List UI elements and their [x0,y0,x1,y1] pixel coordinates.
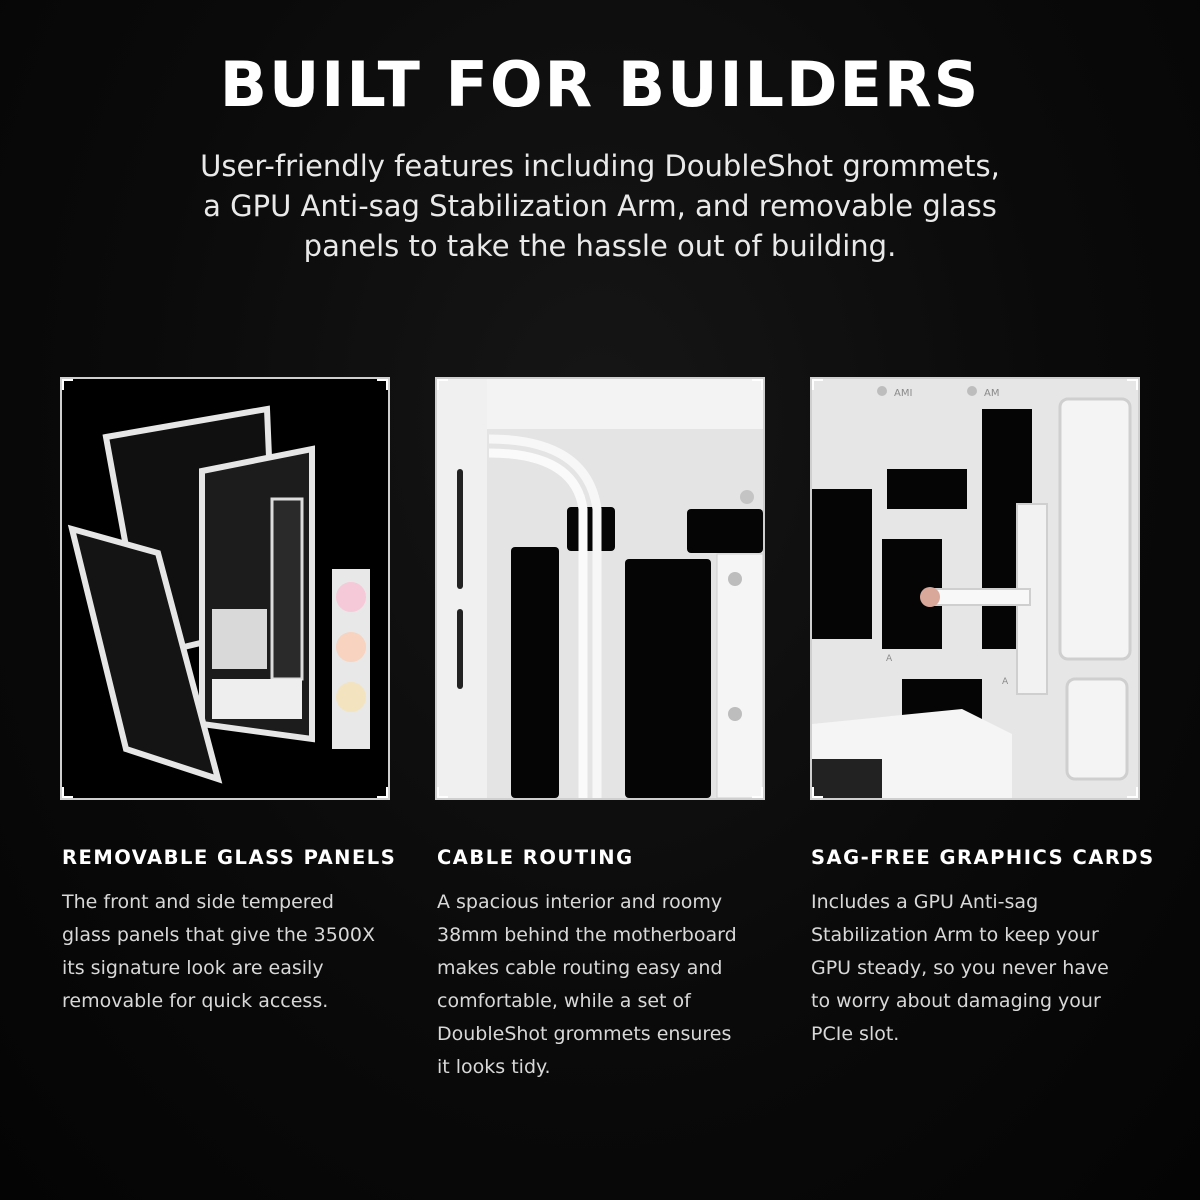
feature-line: Stabilization Arm to keep your [811,924,1099,946]
motherboard-cutout [625,559,711,798]
cutout [887,469,967,509]
feature-line: The front and side tempered [62,891,334,913]
standoff-bracket [717,554,763,798]
feature-line: 38mm behind the motherboard [437,924,737,946]
feature-line: to worry about damaging your [811,990,1101,1012]
feature-title: CABLE ROUTING [437,846,634,869]
feature-title: REMOVABLE GLASS PANELS [62,846,397,869]
frame-corner-icon [376,786,388,798]
feature-line: its signature look are easily [62,957,324,979]
feature-line: removable for quick access. [62,990,329,1012]
feature-description [811,886,1151,1051]
subtitle-line: a GPU Anti-sag Stabilization Arm, and removable glass [203,189,997,223]
rgb-fan-icon [336,682,366,712]
feature-description [437,886,777,1084]
feature-line: PCIe slot. [811,1023,900,1045]
feature-description [62,886,402,1018]
arm-support [930,589,1030,605]
lower-bracket [1067,679,1127,779]
cable-routing-photo [435,377,765,800]
expansion-slot-bracket [1060,399,1130,659]
case-bottom [212,679,302,719]
frame-corner-icon [812,379,824,391]
feature-line: comfortable, while a set of [437,990,691,1012]
feature-line: makes cable routing easy and [437,957,723,979]
frame-corner-icon [1126,379,1138,391]
mount-label: AMI [894,388,913,399]
frame-corner-icon [751,786,763,798]
thumbscrew-icon [920,587,940,607]
vent-slot [457,469,463,589]
frame-corner-icon [1126,786,1138,798]
grommet-cutout [687,509,763,553]
psu-shroud [212,609,267,669]
exploded-case-illustration [62,379,388,798]
cable-cutout [511,547,559,798]
frame-corner-icon [62,786,74,798]
anti-sag-photo [810,377,1140,800]
feature-line: DoubleShot grommets ensures [437,1023,732,1045]
rgb-fan-icon [336,632,366,662]
screw-icon [728,707,742,721]
interior-illustration [437,379,763,798]
case-interior [272,499,302,679]
mount-label: A [1002,677,1009,687]
rgb-fan-icon [336,582,366,612]
frame-corner-icon [437,379,449,391]
page-subtitle [150,146,1050,266]
subtitle-line: panels to take the hassle out of building. [303,229,897,263]
grommet-cutout [567,507,615,551]
feature-line: A spacious interior and roomy [437,891,723,913]
screw-icon [967,386,977,396]
subtitle-line: User-friendly features including DoubleShot grommets, [200,149,1000,183]
screw-icon [728,572,742,586]
feature-line: it looks tidy. [437,1056,551,1078]
feature-line: glass panels that give the 3500X [62,924,375,946]
frame-corner-icon [62,379,74,391]
screw-icon [740,490,754,504]
cutout [812,489,872,639]
page-title: BUILT FOR BUILDERS [219,48,981,121]
anti-sag-illustration [812,379,1138,798]
feature-title: SAG-FREE GRAPHICS CARDS [811,846,1155,869]
frame-corner-icon [751,379,763,391]
mount-label: A [886,654,893,664]
frame-corner-icon [812,786,824,798]
glass-panels-photo [60,377,390,800]
feature-line: GPU steady, so you never have [811,957,1109,979]
frame-corner-icon [437,786,449,798]
frame-corner-icon [376,379,388,391]
vent-slot [457,609,463,689]
side-rail [437,379,487,798]
feature-line: Includes a GPU Anti-sag [811,891,1039,913]
mount-label: AM [984,388,1000,399]
screw-icon [877,386,887,396]
